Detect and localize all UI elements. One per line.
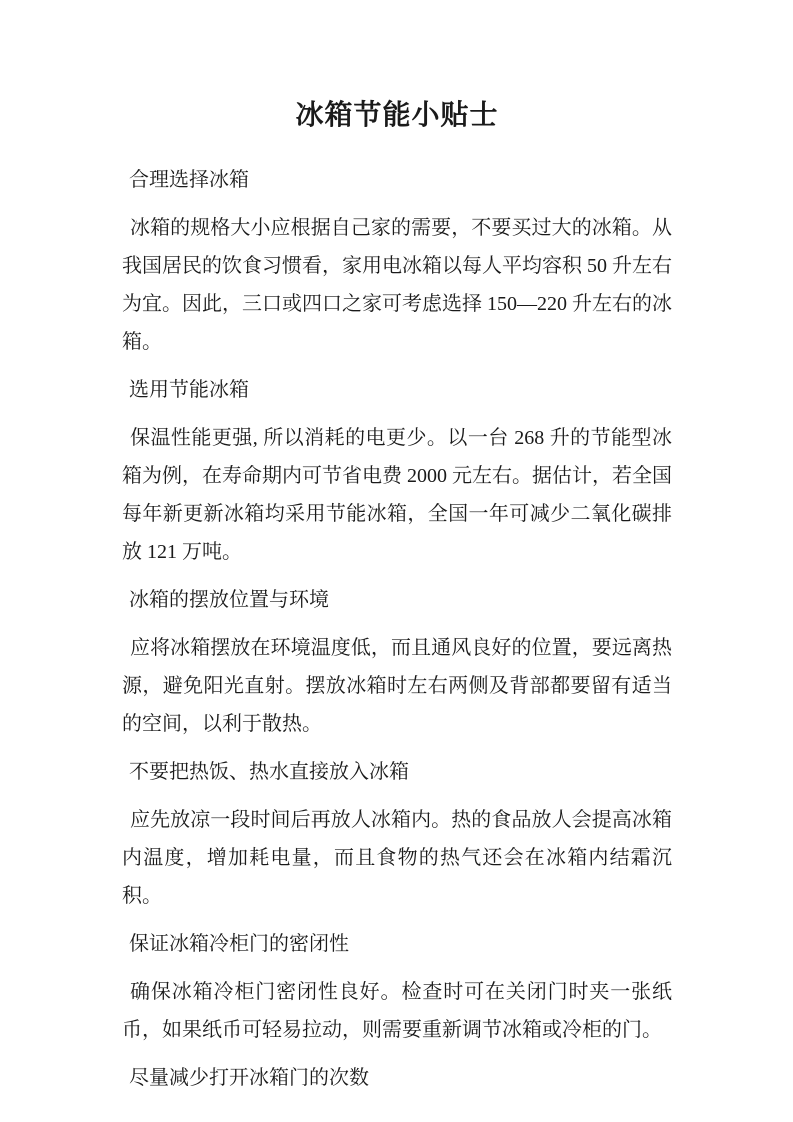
section-energy-saving-fridge (122, 371, 672, 571)
section-paragraph: 冰箱的规格大小应根据自己家的需要，不要买过大的冰箱。从我国居民的饮食习惯看，家用电冰箱以每人平均容积 50 升左右为宜。因此，三口或四口之家可考虑选择 150—220 升左右的冰箱。 (122, 217, 672, 353)
page-title: 冰箱节能小贴士 (295, 100, 499, 131)
section-choose-fridge (122, 161, 672, 361)
section-heading: 尽量减少打开冰箱门的次数 (129, 1067, 369, 1089)
section-heading: 保证冰箱冷柜门的密闭性 (129, 933, 349, 955)
section-no-hot-food (122, 753, 672, 915)
section-door-seal (122, 925, 672, 1049)
section-reduce-door-opening (122, 1059, 672, 1097)
section-placement-environment (122, 581, 672, 743)
section-heading: 合理选择冰箱 (129, 169, 249, 191)
section-paragraph: 保温性能更强, 所以消耗的电更少。以一台 268 升的节能型冰箱为例，在寿命期内可节省电费 2000 元左右。据估计，若全国每年新更新冰箱均采用节能冰箱，全国一年可减少二氧化碳排放 121 万吨。 (122, 427, 672, 563)
section-heading: 冰箱的摆放位置与环境 (129, 589, 329, 611)
section-paragraph: 确保冰箱冷柜门密闭性良好。检查时可在关闭门时夹一张纸币，如果纸币可轻易拉动，则需要重新调节冰箱或冷柜的门。 (122, 981, 672, 1041)
section-heading: 选用节能冰箱 (129, 379, 249, 401)
section-heading: 不要把热饭、热水直接放入冰箱 (129, 761, 409, 783)
section-paragraph: 应先放凉一段时间后再放人冰箱内。热的食品放人会提高冰箱内温度，增加耗电量，而且食物的热气还会在冰箱内结霜沉积。 (122, 809, 672, 907)
section-paragraph: 应将冰箱摆放在环境温度低，而且通风良好的位置，要远离热源，避免阳光直射。摆放冰箱时左右两侧及背部都要留有适当的空间，以利于散热。 (122, 637, 672, 735)
